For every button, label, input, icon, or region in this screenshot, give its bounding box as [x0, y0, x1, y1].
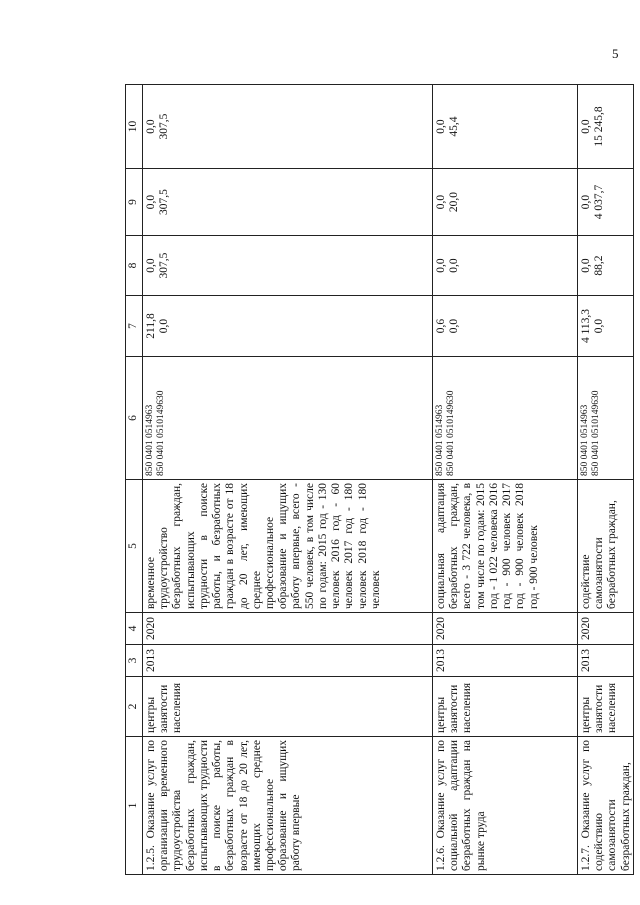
executor-cell: центры занятости населения — [433, 677, 578, 737]
measure-name-cell: 1.2.7. Оказание услуг по содействию самозанятости безработных граждан, — [578, 737, 634, 875]
header-cell: 1 — [126, 737, 143, 875]
value: 0,0 — [158, 318, 171, 334]
budget-code: 850 0401 0514963 — [580, 404, 590, 476]
table-row — [578, 85, 634, 875]
start-year-cell: 2013 — [143, 645, 433, 677]
executor-cell: центры занятости населения — [578, 677, 634, 737]
value: 4 113,3 — [580, 308, 592, 344]
value-cell-col10 — [143, 85, 433, 169]
value: 307,5 — [158, 189, 171, 215]
measure-name-cell: 1.2.5. Оказание услуг по организации временного трудоустройства безработных граждан, испытывающих трудности в поиске работы, безработных граждан в возрасте от 18 до 20 лет, имеющих среднее профессиональное образование и ищущих работу впервые — [143, 737, 433, 875]
indicator-cell: содействие самозанятости безработных граждан, — [578, 480, 634, 613]
header-cell: 9 — [126, 169, 143, 236]
value: 15 245,8 — [593, 106, 606, 147]
measure-name-cell: 1.2.6. Оказание услуг по социальной адаптации безработных граждан на рынке труда — [433, 737, 578, 875]
header-cell: 4 — [126, 613, 143, 645]
value: 211,8 — [145, 313, 157, 339]
start-year-cell: 2013 — [578, 645, 634, 677]
end-year-cell: 2020 — [433, 613, 578, 645]
budget-code: 850 0401 0514963 — [435, 404, 445, 476]
value: 45,4 — [448, 116, 461, 137]
value: 0,0 — [448, 258, 461, 273]
end-year-cell: 2020 — [143, 613, 433, 645]
header-cell: 3 — [126, 645, 143, 677]
value-cell-col9 — [143, 169, 433, 236]
value: 0,0 — [593, 318, 606, 334]
start-year-cell: 2013 — [433, 645, 578, 677]
value: 0,0 — [435, 258, 447, 273]
budget-code: 850 0401 0510149630 — [445, 390, 456, 476]
value: 0,6 — [435, 318, 447, 334]
value: 0,0 — [448, 318, 461, 334]
header-cell: 10 — [126, 85, 143, 169]
value: 0,0 — [145, 119, 157, 134]
value: 0,0 — [435, 194, 447, 210]
indicator-cell: временное трудоустройство безработных граждан, испытывающих трудности в поиске работы, и безработных граждан в возрасте от 18 до 20 лет, имеющих среднее профессиональное образование и ищущих работу впервые, всего - 550 человек, в том числе по годам: 2015 год - 130 человек 2016 год - 60 человек 2017 год - 180 человек 2018 год - 180 человек — [143, 480, 433, 613]
budget-code-cell — [578, 357, 634, 480]
table-row — [143, 85, 433, 875]
table-row — [433, 85, 578, 875]
indicator-cell: социальная адаптация безработных граждан, всего - 3 722 человека, в том числе по годам: 2015 год - 1 022 человека 2016 год - 900 человек 2017 год - 900 человек 2018 год - 900 человек — [433, 480, 578, 613]
budget-code: 850 0401 0514963 — [145, 404, 155, 476]
page-number: 5 — [612, 46, 619, 61]
value: 0,0 — [580, 119, 592, 134]
header-cell: 6 — [126, 357, 143, 480]
value-cell-col9 — [433, 169, 578, 236]
value-cell-col10 — [433, 85, 578, 169]
header-cell: 5 — [126, 480, 143, 613]
value-cell-col8 — [433, 236, 578, 296]
value: 0,0 — [580, 258, 592, 273]
value: 0,0 — [145, 194, 157, 210]
value-cell-col7 — [433, 296, 578, 357]
rotated-table-container — [125, 85, 632, 875]
header-cell: 8 — [126, 236, 143, 296]
value: 4 037,7 — [593, 184, 606, 220]
value: 0,0 — [580, 194, 592, 210]
value: 307,5 — [158, 252, 171, 279]
budget-code: 850 0401 0510149630 — [590, 390, 601, 476]
value: 88,2 — [593, 255, 606, 276]
value: 0,0 — [435, 119, 447, 134]
value: 20,0 — [448, 191, 461, 213]
budget-code: 850 0401 0510149630 — [155, 390, 166, 476]
budget-code-cell — [143, 357, 433, 480]
value: 0,0 — [145, 258, 157, 273]
header-cell: 7 — [126, 296, 143, 357]
program-table — [125, 84, 634, 875]
value-cell-col7 — [143, 296, 433, 357]
executor-cell: центры занятости населения — [143, 677, 433, 737]
value-cell-col8 — [143, 236, 433, 296]
end-year-cell: 2020 — [578, 613, 634, 645]
header-row — [126, 85, 143, 875]
value: 307,5 — [158, 113, 171, 140]
value-cell-col9 — [578, 169, 634, 236]
value-cell-col8 — [578, 236, 634, 296]
header-cell: 2 — [126, 677, 143, 737]
budget-code-cell — [433, 357, 578, 480]
value-cell-col10 — [578, 85, 634, 169]
value-cell-col7 — [578, 296, 634, 357]
